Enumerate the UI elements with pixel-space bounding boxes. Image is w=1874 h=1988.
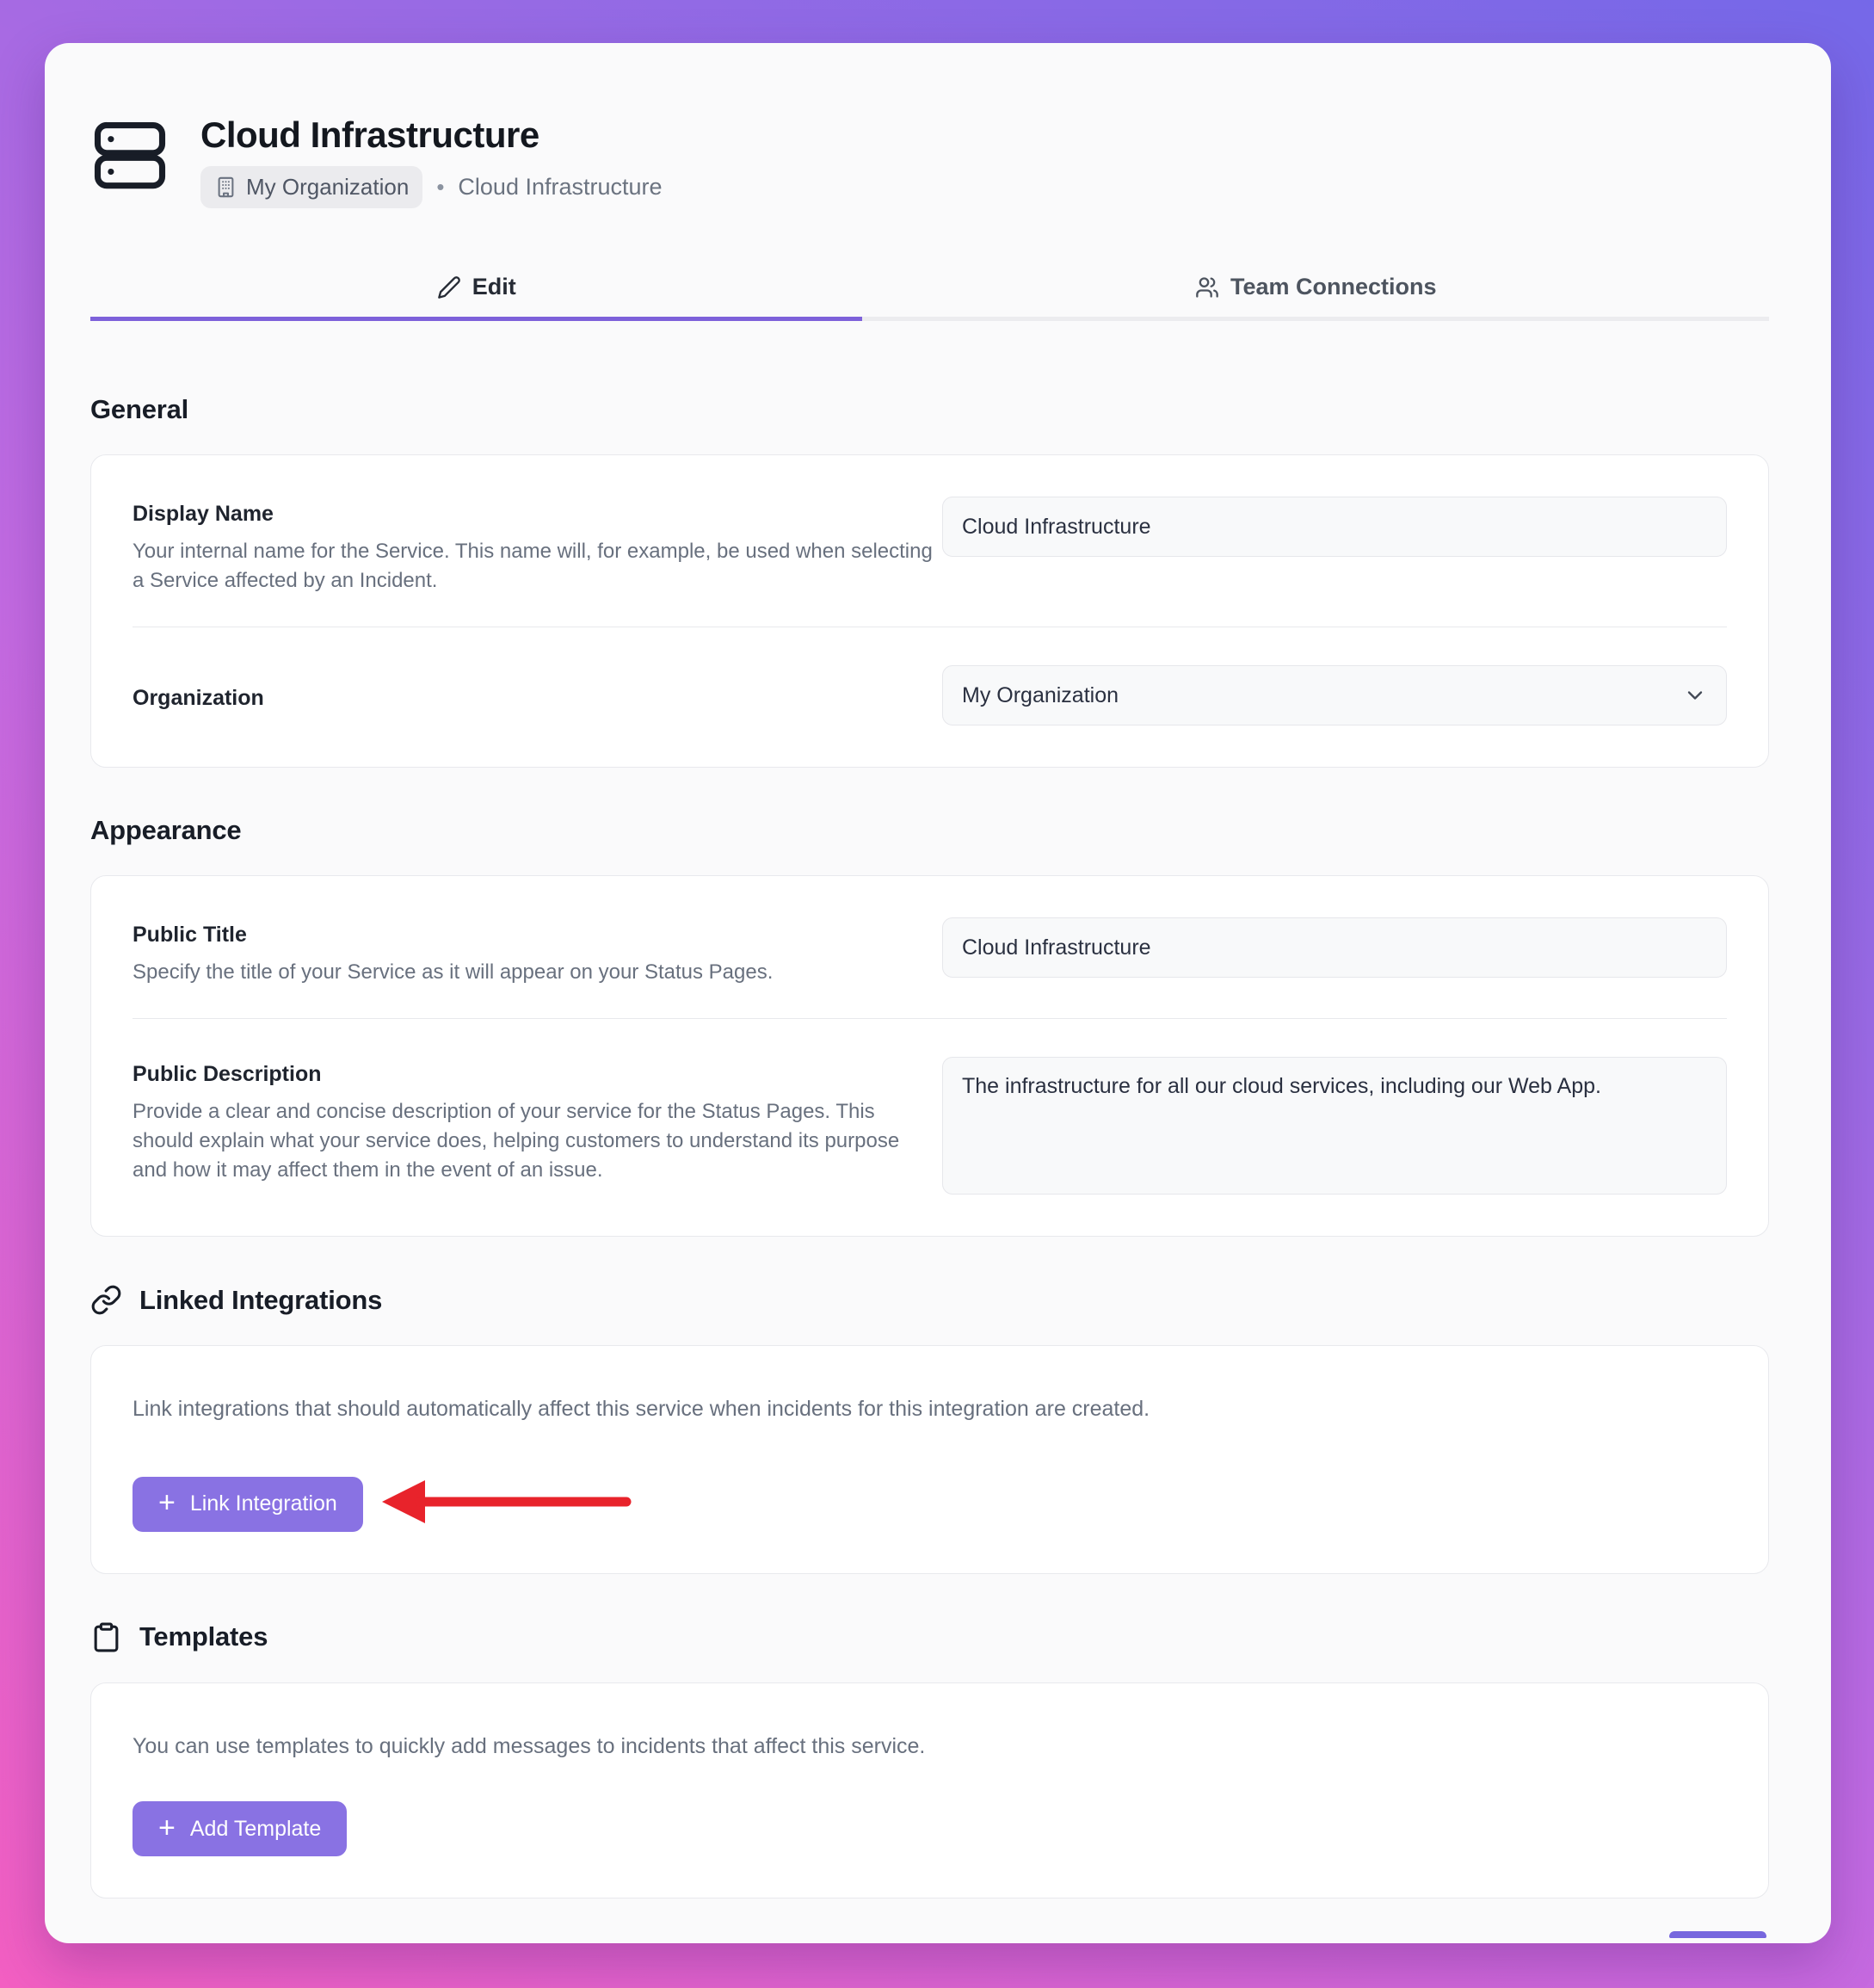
- header-text: [200, 114, 663, 208]
- display-name-info: [133, 497, 933, 596]
- breadcrumb-current: Cloud Infrastructure: [458, 174, 663, 200]
- page-title: Cloud Infrastructure: [200, 114, 539, 155]
- divider: [133, 1018, 1727, 1019]
- public-title-row: [133, 917, 1727, 987]
- organization-row: [133, 653, 1727, 725]
- tab-team-connections-label: Team Connections: [1230, 274, 1437, 299]
- add-template-button[interactable]: [133, 1801, 347, 1856]
- organization-info: [133, 681, 933, 711]
- tab-bar: [90, 274, 1769, 321]
- tab-edit-label: Edit: [472, 274, 516, 299]
- linked-integrations-heading-label: Linked Integrations: [139, 1284, 383, 1315]
- templates-heading: [90, 1621, 1769, 1653]
- breadcrumb-org-pill[interactable]: [200, 166, 422, 208]
- display-name-label: Display Name: [133, 502, 274, 526]
- public-description-description: Provide a clear and concise description of your service for the Status Pages. This should explain what your service does, helping customers to understand its purpose and how it may affect them in the event of an issue.: [133, 1100, 900, 1182]
- organization-label: Organization: [133, 685, 264, 710]
- breadcrumb-separator: •: [436, 174, 445, 200]
- pencil-icon: [437, 275, 461, 299]
- organization-select-value: My Organization: [962, 682, 1119, 707]
- templates-card: [90, 1682, 1769, 1899]
- general-section-heading: General: [90, 394, 189, 424]
- tab-edit[interactable]: [90, 274, 862, 321]
- plus-icon: +: [158, 1486, 176, 1520]
- link-integration-button-label: Link Integration: [189, 1491, 337, 1516]
- breadcrumb-org-label: My Organization: [246, 174, 410, 200]
- add-template-button-label: Add Template: [189, 1816, 322, 1841]
- link-icon: [90, 1284, 122, 1316]
- page-header: [90, 114, 1769, 208]
- public-description-label: Public Description: [133, 1062, 322, 1087]
- appearance-section-heading: Appearance: [90, 815, 242, 846]
- annotation-arrow: [380, 1475, 632, 1528]
- tab-team-connections[interactable]: [862, 274, 1769, 321]
- public-title-description: Specify the title of your Service as it will appear on your Status Pages.: [133, 960, 774, 985]
- general-card: [90, 454, 1769, 768]
- link-integration-button[interactable]: [133, 1477, 363, 1532]
- server-icon: [90, 116, 170, 194]
- building-icon: [214, 176, 237, 199]
- cutoff-save-button[interactable]: [1669, 1931, 1766, 1938]
- public-description-row: [133, 1045, 1727, 1195]
- organization-select[interactable]: [942, 665, 1727, 725]
- clipboard-icon: [90, 1621, 122, 1653]
- breadcrumb: [200, 166, 663, 208]
- service-settings-window: [45, 43, 1831, 1943]
- public-description-info: [133, 1057, 933, 1185]
- chevron-down-icon: [1683, 683, 1707, 707]
- public-title-info: [133, 917, 933, 987]
- public-title-label: Public Title: [133, 923, 247, 948]
- templates-heading-label: Templates: [139, 1621, 268, 1652]
- appearance-card: [90, 875, 1769, 1237]
- linked-integrations-description: Link integrations that should automatically affect this service when incidents for this integration are created.: [133, 1397, 1150, 1422]
- plus-icon: +: [158, 1811, 176, 1844]
- display-name-row: [133, 497, 1727, 596]
- public-title-input[interactable]: [942, 917, 1727, 978]
- display-name-input[interactable]: [942, 497, 1727, 557]
- templates-description: You can use templates to quickly add messages to incidents that affect this service.: [133, 1733, 926, 1758]
- public-description-textarea[interactable]: [942, 1057, 1727, 1195]
- users-icon: [1195, 275, 1219, 299]
- display-name-description: Your internal name for the Service. This name will, for example, be used when selecting a Service affected by an Incident.: [133, 540, 933, 593]
- linked-integrations-card: [90, 1345, 1769, 1574]
- linked-integrations-heading: [90, 1284, 1769, 1316]
